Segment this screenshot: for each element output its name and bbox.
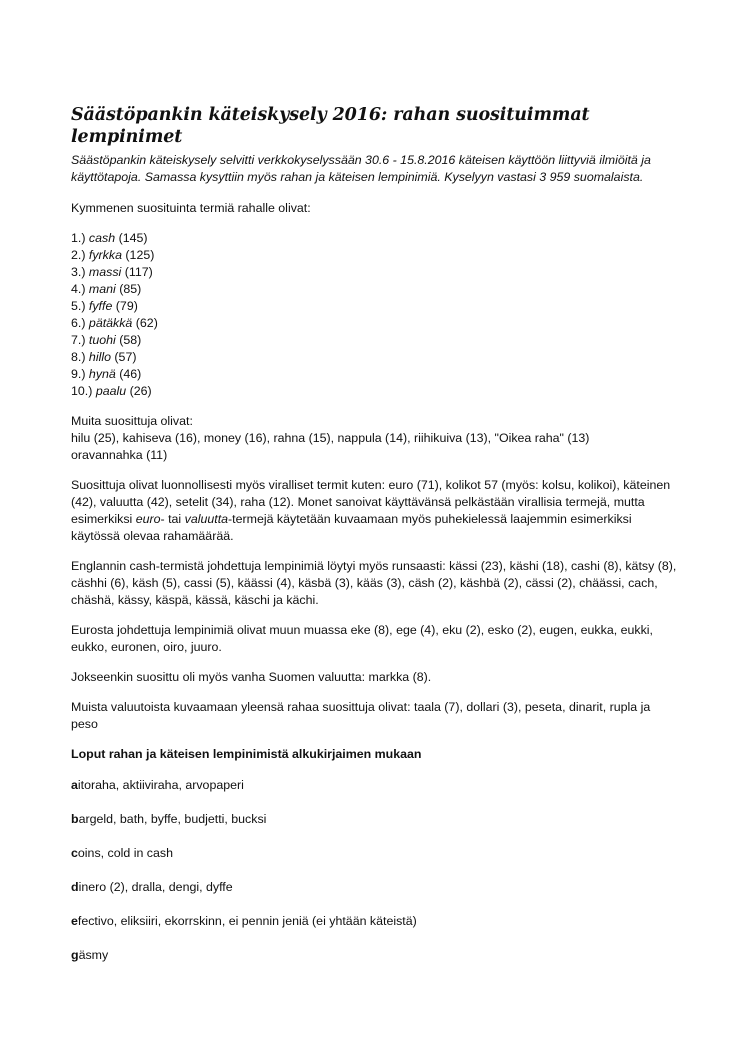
nickname-term: paalu [95,384,127,398]
other-popular-line: oravannahka (11) [71,448,168,462]
list-item [71,298,677,315]
nickname-term: tuohi [88,333,116,347]
rank-number: 10.) [71,384,93,398]
vote-count: (57) [114,350,137,364]
list-item [71,230,677,247]
list-item [71,383,677,400]
emphasized-term: euro [135,512,161,526]
entry-initial: e [71,914,78,928]
paragraph-text: Suosittuja olivat luonnollisesti myös viralliset termit kuten: euro (71), kolikot 57 (myös: kolsu, kolikoi), käteinen (42), valuutta (42), setelit (34), raha (12). Monet sanoivat käyttävänsä pelkästään virallisia termejä, mutta esimerkiksi [71,478,671,526]
entry-text: argeld, bath, byffe, budjetti, bucksi [78,812,267,826]
list-item [71,315,677,332]
entry-initial: d [71,880,79,894]
entry-initial: b [71,812,79,826]
nickname-term: mani [88,282,116,296]
list-item [71,349,677,366]
entry-text: itoraha, aktiiviraha, arvopaperi [77,778,244,792]
entry-text: fectivo, eliksiiri, ekorrskinn, ei pennin jeniä (ei yhtään käteistä) [77,914,417,928]
alphabetical-entry [71,913,677,930]
vote-count: (46) [119,367,142,381]
alphabetical-entry [71,811,677,828]
nickname-term: massi [88,265,122,279]
markka-paragraph: Jokseenkin suosittu oli myös vanha Suomen valuutta: markka (8). [71,670,432,684]
alphabetical-entry [71,879,677,896]
rank-number: 4.) [71,282,86,296]
entry-text: äsmy [78,948,109,962]
other-popular-paragraph [71,413,677,464]
nickname-term: hillo [88,350,111,364]
list-item [71,281,677,298]
alphabetical-entry [71,845,677,862]
list-item [71,264,677,281]
list-item [71,332,677,349]
euro-derived-paragraph: Eurosta johdettuja lempinimiä olivat muun muassa eke (8), ege (4), eku (2), esko (2), eugen, eukka, eukki, eukko, euronen, oiro, juuro. [71,623,653,654]
vote-count: (85) [119,282,142,296]
rank-number: 8.) [71,350,86,364]
vote-count: (79) [115,299,138,313]
nickname-term: fyffe [88,299,113,313]
document-page [71,104,677,981]
nickname-term: pätäkkä [88,316,133,330]
rank-number: 2.) [71,248,86,262]
nickname-term: cash [88,231,116,245]
entry-initial: a [71,778,78,792]
nickname-term: hynä [88,367,116,381]
emphasized-term: valuutta [184,512,229,526]
alphabetical-heading: Loput rahan ja käteisen lempinimistä alkukirjaimen mukaan [71,747,422,761]
vote-count: (26) [129,384,152,398]
entry-initial: g [71,948,79,962]
document-title: Säästöpankin käteiskysely 2016: rahan suosituimmat lempinimet [71,105,590,147]
top-list-intro: Kymmenen suosituinta termiä rahalle olivat: [71,201,311,215]
rank-number: 1.) [71,231,86,245]
other-currencies-paragraph: Muista valuutoista kuvaamaan yleensä rahaa suosittuja olivat: taala (7), dollari (3), peseta, dinarit, rupla ja peso [71,700,651,731]
rank-number: 5.) [71,299,86,313]
rank-number: 3.) [71,265,86,279]
list-item [71,366,677,383]
top-ten-list [71,230,677,400]
alphabetical-entry [71,777,677,794]
vote-count: (145) [118,231,148,245]
vote-count: (58) [119,333,142,347]
paragraph-text: - tai [160,512,185,526]
vote-count: (125) [125,248,155,262]
other-popular-line: hilu (25), kahiseva (16), money (16), rahna (15), nappula (14), riihikuiva (13), "Oikea raha" (13) [71,431,590,445]
list-item [71,247,677,264]
entry-text: inero (2), dralla, dengi, dyffe [78,880,233,894]
intro-paragraph: Säästöpankin käteiskysely selvitti verkkokyselyssään 30.6 - 15.8.2016 käteisen käyttöön liittyviä ilmiöitä ja käyttötapoja. Samassa kysyttiin myös rahan ja käteisen lempinimiä. Kyselyyn vastasi 3 959 suomalaista. [71,153,651,184]
english-derived-paragraph: Englannin cash-termistä johdettuja lempinimiä löytyi myös runsaasti: kässi (23), käshi (18), cashi (8), kätsy (8), cäshhi (6), käsh (5), cassi (5), käässi (4), käsbä (3), kääs (3), cäsh (2), käshbä (2), cässi (2), chäässi, cach, chäshä, kässy, käspä, kässä, käschi ja kächi. [71,559,677,607]
official-terms-paragraph [71,477,677,545]
alphabetical-entry [71,947,677,964]
entry-text: oins, cold in cash [77,846,173,860]
nickname-term: fyrkka [88,248,122,262]
other-popular-label: Muita suosittuja olivat: [71,414,193,428]
vote-count: (117) [124,265,153,279]
rank-number: 9.) [71,367,86,381]
vote-count: (62) [135,316,158,330]
entry-initial: c [71,846,78,860]
paragraph-text: -termejä käytetään kuvaamaan myös puhekielessä laajemmin esimerkiksi käytössä olevaa rahamäärää. [71,512,632,543]
rank-number: 6.) [71,316,86,330]
rank-number: 7.) [71,333,86,347]
